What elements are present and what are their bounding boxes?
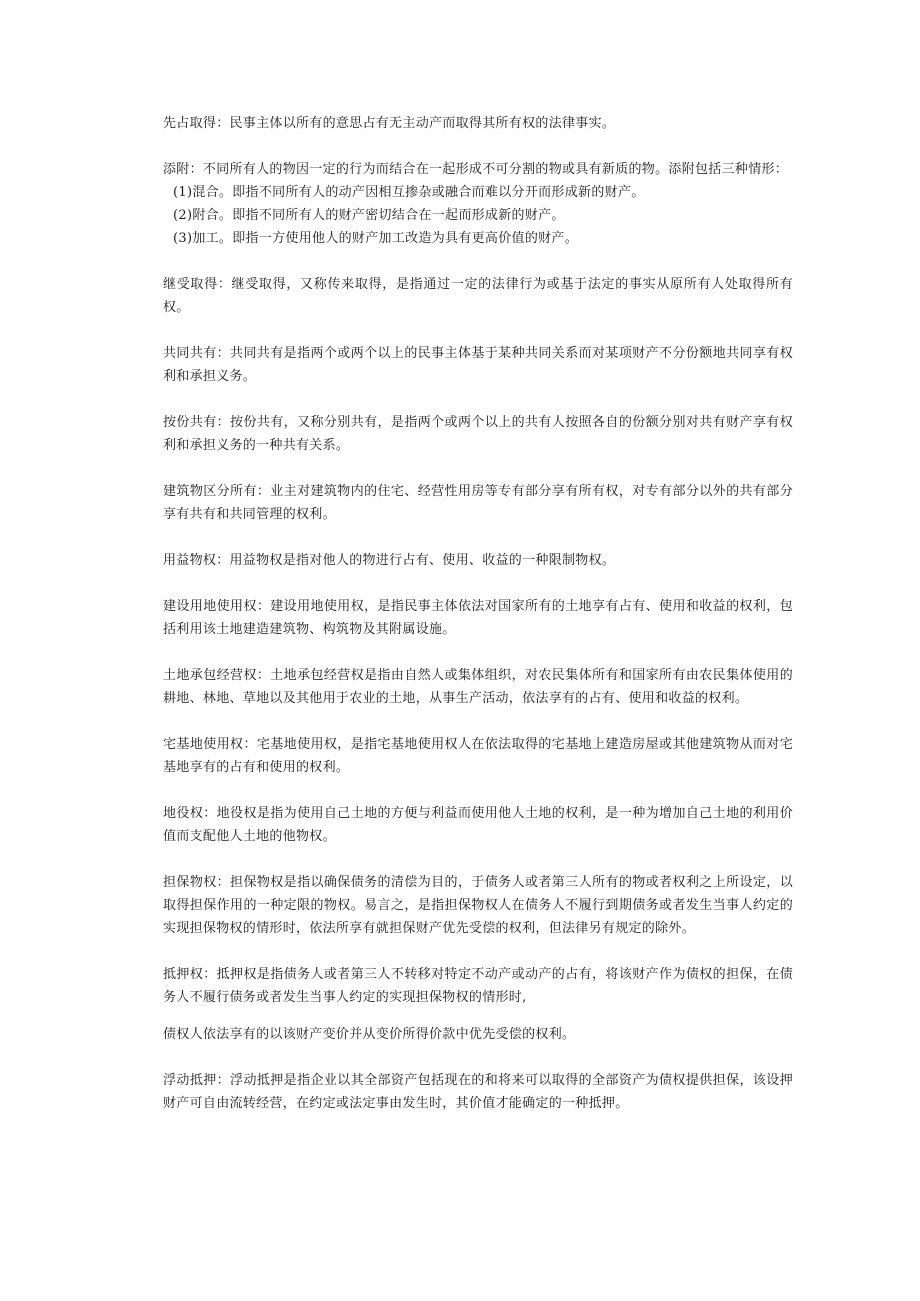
accession-item-processing: (3)加工。即指一方使用他人的财产加工改造为具有更高价值的财产。 <box>173 231 579 246</box>
entry-easement: 地役权：地役权是指为使用自己土地的方便与利益而使用他人土地的权利，是一种为增加自己土地的利用价值而支配他人土地的他物权。 <box>163 806 793 844</box>
accession-item-attachment: (2)附合。即指不同所有人的财产密切结合在一起而形成新的财产。 <box>173 208 565 223</box>
entry-mortgage: 抵押权：抵押权是指债务人或者第三人不转移对特定不动产或动产的占有，将该财产作为债权的担保，在债务人不履行债务或者发生当事人约定的实现担保物权的情形时, <box>163 967 793 1005</box>
entry-first-possession: 先占取得：民事主体以所有的意思占有无主动产而取得其所有权的法律事实。 <box>163 116 616 131</box>
entry-construction-land-use-right: 建设用地使用权：建设用地使用权，是指民事主体依法对国家所有的土地享有占有、使用和收益的权利，包括利用该土地建造建筑物、构筑物及其附属设施。 <box>163 599 793 637</box>
entry-mortgage-continued: 债权人依法享有的以该财产变价并从变价所得价款中优先受偿的权利。 <box>163 1027 576 1042</box>
entry-co-ownership-by-shares: 按份共有：按份共有，又称分别共有，是指两个或两个以上的共有人按照各自的份额分别对共有财产享有权利和承担义务的一种共有关系。 <box>163 415 793 453</box>
entry-usufruct: 用益物权：用益物权是指对他人的物进行占有、使用、收益的一种限制物权。 <box>163 553 616 568</box>
entry-land-contract-management-right: 土地承包经营权：土地承包经营权是指由自然人或集体组织，对农民集体所有和国家所有由农民集体使用的耕地、林地、草地以及其他用于农业的土地，从事生产活动，依法享有的占有、使用和收益的权利。 <box>163 668 793 706</box>
entry-condominium-ownership: 建筑物区分所有：业主对建筑物内的住宅、经营性用房等专有部分享有所有权，对专有部分以外的共有部分享有共有和共同管理的权利。 <box>163 484 793 522</box>
entry-floating-charge: 浮动抵押：浮动抵押是指企业以其全部资产包括现在的和将来可以取得的全部资产为债权提供担保，该设押财产可自由流转经营，在约定或法定事由发生时，其价值才能确定的一种抵押。 <box>163 1073 793 1111</box>
entry-accession <box>163 158 793 250</box>
accession-definition: 添附：不同所有人的物因一定的行为而结合在一起形成不可分割的物或具有新质的物。添附包括三种情形： <box>163 162 789 177</box>
entry-security-interest: 担保物权：担保物权是指以确保债务的清偿为目的，于债务人或者第三人所有的物或者权利之上所设定，以取得担保作用的一种定限的物权。易言之，是指担保物权人在债务人不履行到期债务或者发生当事人约定的实现担保物权的情形时，依法所享有就担保财产优先受偿的权利，但法律另有规定的除外。 <box>163 875 793 936</box>
entry-derivative-acquisition: 继受取得：继受取得，又称传来取得，是指通过一定的法律行为或基于法定的事实从原所有人处取得所有权。 <box>163 277 793 315</box>
document-body <box>163 112 793 1138</box>
entry-joint-ownership: 共同共有：共同共有是指两个或两个以上的民事主体基于某种共同关系而对某项财产不分份额地共同享有权利和承担义务。 <box>163 346 793 384</box>
accession-item-mixing: (1)混合。即指不同所有人的动产因相互掺杂或融合而难以分开而形成新的财产。 <box>173 185 645 200</box>
entry-homestead-use-right: 宅基地使用权：宅基地使用权，是指宅基地使用权人在依法取得的宅基地上建造房屋或其他建筑物从而对宅基地享有的占有和使用的权利。 <box>163 737 793 775</box>
